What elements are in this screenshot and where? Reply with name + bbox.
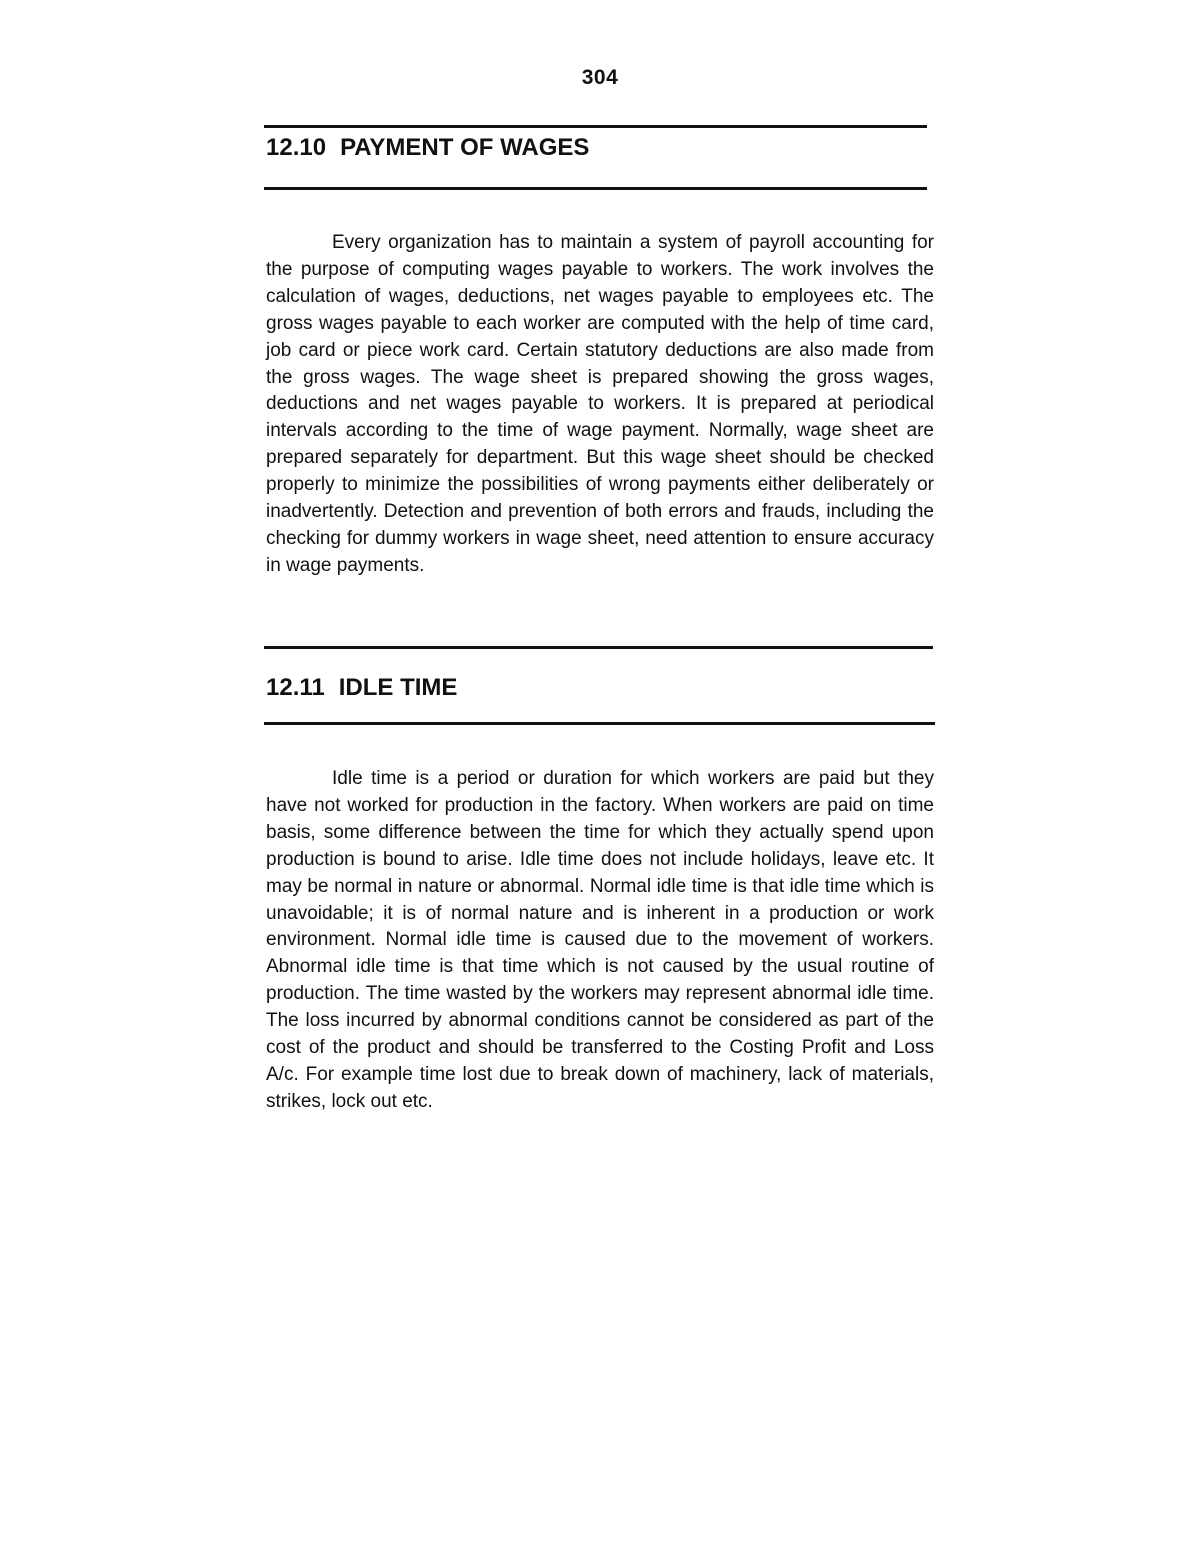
section-title: IDLE TIME (338, 674, 458, 701)
section-rule-bottom (264, 722, 935, 725)
section-rule-top (264, 646, 933, 649)
section-rule-bottom (264, 187, 927, 190)
page-number: 304 (581, 66, 619, 89)
section-heading (266, 674, 457, 702)
section-title: PAYMENT OF WAGES (340, 134, 590, 161)
section-body: Every organization has to maintain a system of payroll accounting for the purpose of computing wages payable to workers. The work involves the calculation of wages, deductions, net wages payable to employees etc. The gross wages payable to each worker are computed with the help of time card, job card or piece work card. Certain statutory deductions are also made from the gross wages. The wage sheet is prepared showing the gross wages, deductions and net wages payable to workers. It is prepared at periodical intervals according to the time of wage payment. Normally, wage sheet are prepared separately for department. But this wage sheet should be checked properly to minimize the possibilities of wrong payments either deliberately or inadvertently. Detection and prevention of both errors and frauds, including the checking for dummy workers in wage sheet, need attention to ensure accuracy in wage payments. (266, 232, 934, 576)
section-number: 12.10 (266, 134, 327, 161)
section-rule-top (264, 125, 927, 128)
section-body: Idle time is a period or duration for which workers are paid but they have not worked for production in the factory. When workers are paid on time basis, some difference between the time for which they actually spend upon production is bound to arise. Idle time does not include holidays, leave etc. It may be normal in nature or abnormal. Normal idle time is that idle time which is unavoidable; it is of normal nature and is inherent in a production or work environment. Normal idle time is caused due to the movement of workers. Abnormal idle time is that time which is not caused by the usual routine of production. The time wasted by the workers may represent abnormal idle time. The loss incurred by abnormal conditions cannot be considered as part of the cost of the product and should be transferred to the Costing Profit and Loss A/c. For example time lost due to break down of machinery, lack of materials, strikes, lock out etc. (266, 768, 934, 1112)
section-heading (266, 134, 589, 162)
section-number: 12.11 (266, 674, 325, 701)
